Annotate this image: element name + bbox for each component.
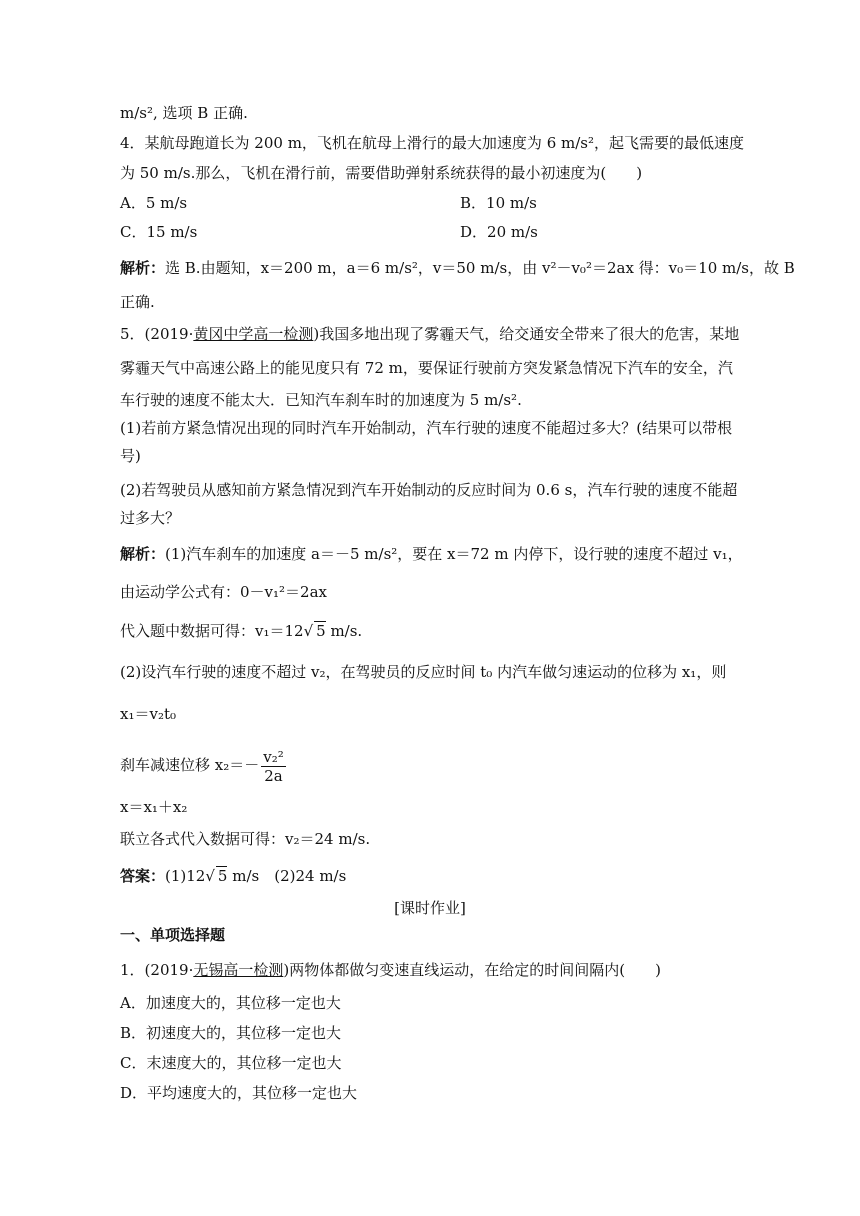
question-5-part-1: (1)若前方紧急情况出现的同时汽车开始制动，汽车行驶的速度不能超过多大？(结果可以带根 bbox=[120, 419, 733, 437]
solution-text: (1)汽车刹车的加速度 a＝－5 m/s²，要在 x＝72 m 内停下，设行驶的速度不超过 v₁， bbox=[165, 545, 743, 563]
answer-line: 答案：(1)12√ 5 m/s (2)24 m/s bbox=[120, 867, 347, 885]
solution-line: x₁＝v₂t₀ bbox=[120, 705, 177, 723]
option-c: C．末速度大的，其位移一定也大 bbox=[120, 1054, 342, 1072]
option-c: C．15 m/s bbox=[120, 223, 198, 241]
sqrt-icon: √ bbox=[205, 867, 215, 885]
question-1-stem: 1．(2019·无锡高一检测)两物体都做匀变速直线运动，在给定的时间间隔内( ) bbox=[120, 961, 661, 979]
solution-line: x＝x₁＋x₂ bbox=[120, 798, 188, 816]
radicand: 5 bbox=[316, 622, 326, 640]
sqrt-icon: √ bbox=[303, 622, 314, 640]
source-tag: 黄冈中学高一检测 bbox=[193, 325, 314, 343]
question-4-stem: 4．某航母跑道长为 200 m，飞机在航母上滑行的最大加速度为 6 m/s²，起飞需要的最低速度 bbox=[120, 134, 745, 152]
section-title: [课时作业] bbox=[394, 899, 466, 917]
subsection-title: 一、单项选择题 bbox=[120, 926, 226, 944]
option-d: D．平均速度大的，其位移一定也大 bbox=[120, 1084, 358, 1102]
solution-line bbox=[120, 544, 743, 564]
question-5-stem: 车行驶的速度不能太大．已知汽车刹车时的加速度为 5 m/s². bbox=[120, 391, 522, 409]
option-b: B．初速度大的，其位移一定也大 bbox=[120, 1024, 342, 1042]
solution-line: 刹车减速位移 x₂＝－ $\frac{\text{v₂²}}{2a}$ bbox=[120, 747, 284, 785]
question-5-part-2: (2)若驾驶员从感知前方紧急情况到汽车开始制动的反应时间为 0.6 s，汽车行驶的速度不能超 bbox=[120, 481, 738, 499]
text-line: m/s², 选项 B 正确. bbox=[120, 104, 248, 122]
option-b: B．10 m/s bbox=[460, 194, 537, 212]
question-5-stem: 雾霾天气中高速公路上的能见度只有 72 m，要保证行驶前方突发紧急情况下汽车的安全，汽 bbox=[120, 359, 733, 377]
option-d: D．20 m/s bbox=[460, 223, 538, 241]
fraction: $\frac{\text{v₂²}}{2a}$ bbox=[263, 747, 284, 785]
solution-line: (2)设汽车行驶的速度不超过 v₂，在驾驶员的反应时间 t₀ 内汽车做匀速运动的位移为 x₁，则 bbox=[120, 663, 727, 681]
question-5-part-1: 号) bbox=[120, 447, 141, 465]
source-tag: 无锡高一检测 bbox=[193, 961, 284, 979]
solution-line: 代入题中数据可得：v₁＝12√ 5 m/s. bbox=[120, 622, 363, 640]
question-5-part-2: 过多大？ bbox=[120, 509, 181, 527]
solution-line: 联立各式代入数据可得：v₂＝24 m/s. bbox=[120, 830, 371, 848]
solution-line bbox=[120, 258, 795, 278]
solution-line: 正确. bbox=[120, 293, 155, 311]
answer-label: 答案： bbox=[120, 867, 166, 885]
option-a: A．加速度大的，其位移一定也大 bbox=[120, 994, 341, 1012]
question-4-stem: 为 50 m/s.那么，飞机在滑行前，需要借助弹射系统获得的最小初速度为( ) bbox=[120, 164, 643, 182]
solution-line: 由运动学公式有：0－v₁²＝2ax bbox=[120, 583, 327, 601]
solution-text: 选 B.由题知，x＝200 m，a＝6 m/s²，v＝50 m/s，由 v²－v₀²＝2ax 得：v₀＝10 m/s，故 B bbox=[165, 259, 795, 277]
option-a: A．5 m/s bbox=[120, 194, 188, 212]
radicand: 5 bbox=[217, 867, 228, 885]
solution-label: 解析： bbox=[120, 545, 166, 563]
question-5-stem: 5．(2019·黄冈中学高一检测)我国多地出现了雾霾天气，给交通安全带来了很大的危害，某地 bbox=[120, 325, 740, 343]
solution-label: 解析： bbox=[120, 259, 166, 277]
